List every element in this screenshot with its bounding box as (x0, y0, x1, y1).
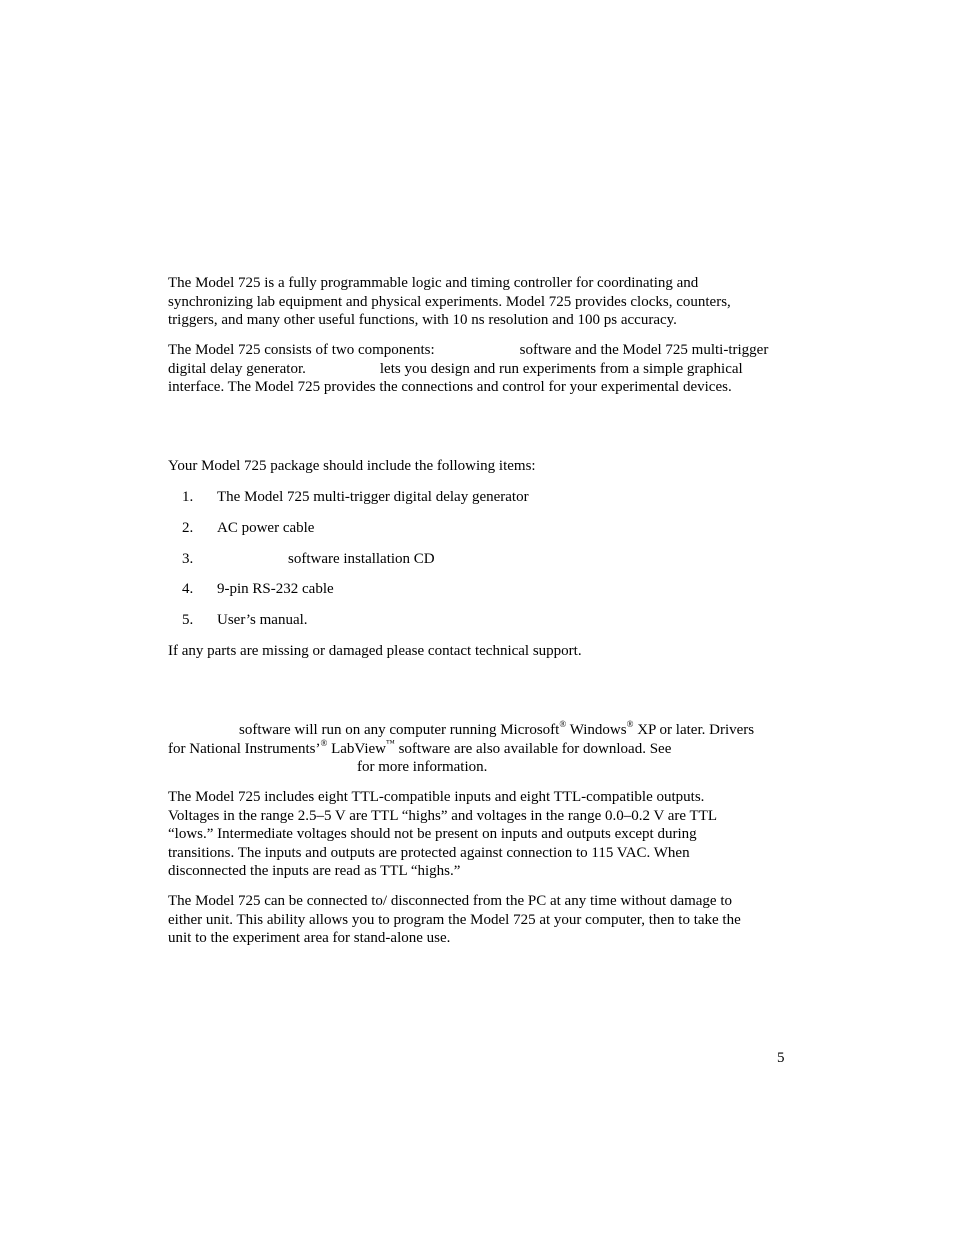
text-fragment: LabView (331, 740, 386, 757)
intro-paragraph-1 (168, 274, 788, 330)
text-line (168, 721, 788, 740)
text-fragment: lets you design and run experiments from a simple graphical (379, 360, 743, 377)
list-text: User’s manual. (217, 612, 308, 628)
list-number: 2. (182, 520, 194, 536)
text-fragment: for more information. (357, 759, 488, 775)
text-line: interface. The Model 725 provides the connections and control for your experimental devices. (168, 379, 732, 395)
text-line (168, 341, 788, 360)
requirements-paragraph-3 (168, 892, 788, 948)
text-fragment: XP or later. Drivers (637, 722, 755, 738)
page-number: 5 (777, 1050, 785, 1066)
text-line: The Model 725 includes eight TTL-compatible inputs and eight TTL-compatible outputs. (168, 789, 705, 805)
list-number: 4. (182, 581, 194, 597)
registered-mark: ® (559, 719, 567, 729)
text-line (168, 360, 788, 379)
list-number: 3. (182, 551, 194, 567)
trademark-mark: ™ (385, 737, 395, 748)
list-number: 5. (182, 612, 194, 628)
list-text: The Model 725 multi-trigger digital delay generator (217, 489, 529, 505)
list-number: 1. (182, 489, 194, 505)
text-line: The Model 725 can be connected to/ disconnected from the PC at any time without damage to (168, 893, 733, 909)
intro-paragraph-2 (168, 341, 788, 397)
list-text: 9-pin RS-232 cable (217, 581, 334, 597)
text-line: If any parts are missing or damaged please contact technical support. (168, 643, 582, 659)
package-intro (168, 457, 788, 476)
text-line: The Model 725 is a fully programmable logic and timing controller for coordinating and (168, 275, 699, 291)
text-line (168, 758, 788, 777)
text-fragment: digital delay generator. (168, 360, 306, 377)
text-fragment: The Model 725 consists of two components: (168, 342, 435, 358)
text-line: triggers, and many other useful functions, with 10 ns resolution and 100 ps accuracy. (168, 312, 677, 328)
registered-mark: ® (320, 737, 328, 748)
text-fragment: Windows (569, 722, 627, 738)
package-footer (168, 642, 788, 661)
text-line: Voltages in the range 2.5–5 V are TTL “highs” and voltages in the range 0.0–0.2 V are TTL (168, 807, 718, 824)
list-text: AC power cable (217, 520, 315, 536)
requirements-paragraph-1 (168, 721, 788, 777)
text-fragment: software and the Model 725 multi-trigger (519, 342, 769, 358)
text-fragment: for National Instruments’ (168, 740, 321, 757)
list-text: software installation CD (288, 551, 435, 567)
text-line: disconnected the inputs are read as TTL “highs.” (168, 863, 461, 879)
text-line: transitions. The inputs and outputs are protected against connection to 115 VAC. When (168, 844, 690, 861)
text-line: synchronizing lab equipment and physical experiments. Model 725 provides clocks, counters, (168, 293, 731, 310)
text-fragment: software are also available for download. See (398, 740, 672, 757)
text-line: Your Model 725 package should include the following items: (168, 458, 536, 474)
text-fragment: software will run on any computer running Microsoft (239, 722, 560, 738)
text-line: either unit. This ability allows you to program the Model 725 at your computer, then to take the (168, 911, 741, 928)
registered-mark: ® (626, 719, 634, 729)
requirements-paragraph-2 (168, 788, 788, 881)
text-line: “lows.” Intermediate voltages should not be present on inputs and outputs except during (168, 826, 697, 842)
text-line (168, 737, 788, 759)
text-line: unit to the experiment area for stand-alone use. (168, 930, 451, 946)
